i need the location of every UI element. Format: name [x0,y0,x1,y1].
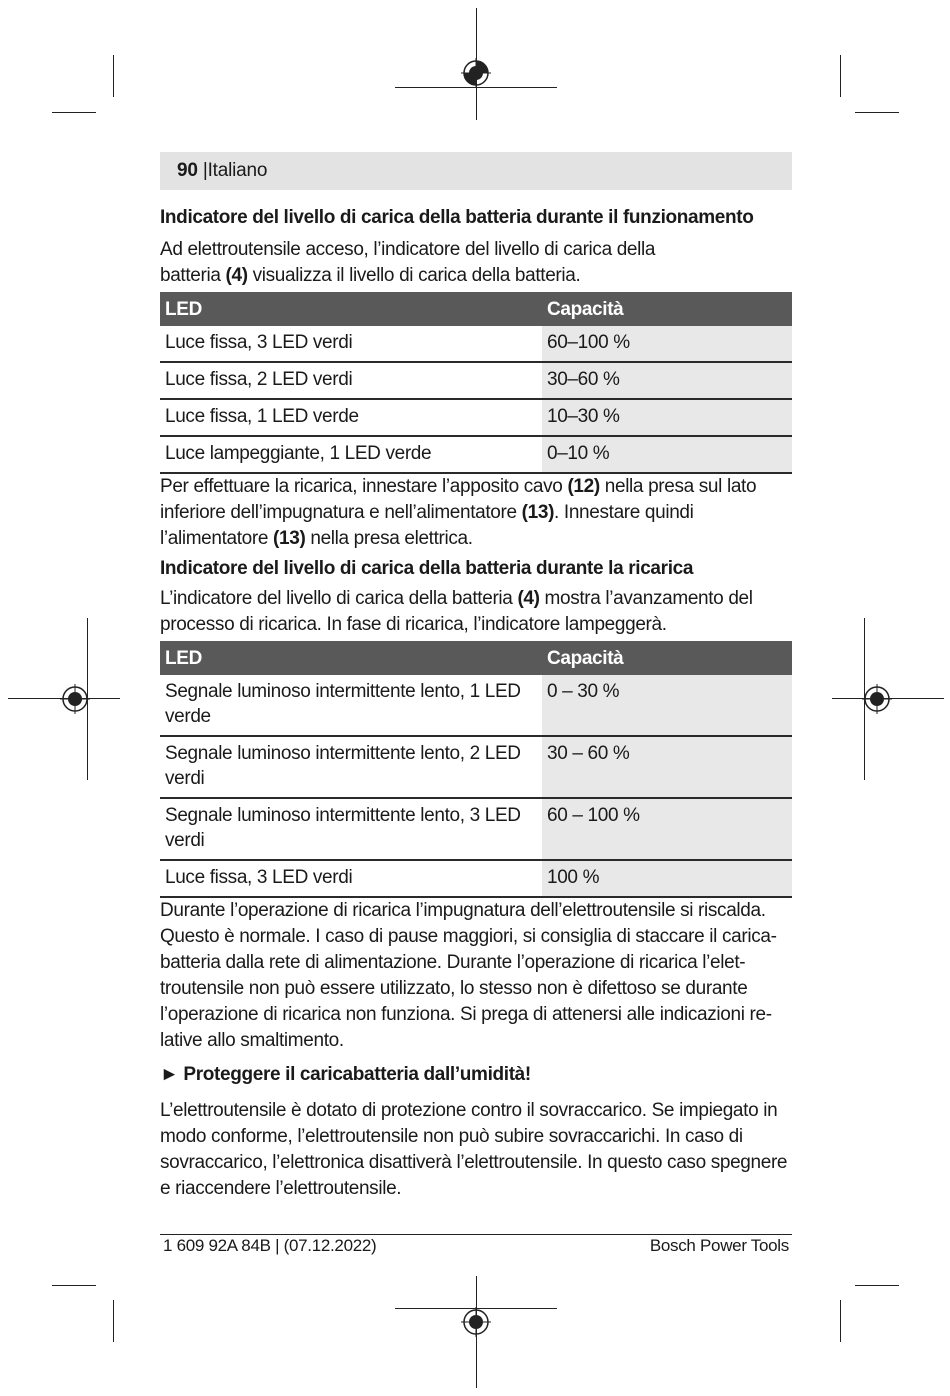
crop-mark-top-right-horizontal [855,112,899,113]
paragraph-indicator: L’indicatore del livello di carica della batteria (4) mostra l’avanzamento del processo di ricarica. In fase di ricarica, l’indicatore lampeggerà. [160,588,753,635]
table-cell: Luce fissa, 2 LED verdi [160,362,542,399]
arrow-icon: ► [160,1064,179,1085]
crop-mark-top-left-vertical [113,55,114,97]
paragraph-intro: Ad elettroutensile acceso, l’indicatore del livello di carica della batteria (4) visualizza il livello di carica della batteria. [160,239,656,286]
page-number: 90 [177,160,198,181]
table-row [160,860,792,897]
crop-mark-bottom-left-horizontal [52,1285,96,1286]
footer-divider [160,1234,792,1235]
crop-mark-top-right-vertical [840,55,841,97]
crop-mark-bottom-left-vertical [113,1300,114,1342]
table-cell: 0–10 % [542,436,792,473]
table-header-cell: LED [160,641,542,675]
table-cell: 30 – 60 % [542,736,792,798]
table-row [160,736,792,798]
table-cell: Segnale luminoso intermittente lento, 1 LED verde [160,675,542,736]
warning-text: Proteggere il caricabatteria dall’umidità! [183,1064,531,1085]
table-row [160,798,792,860]
table-cell: Luce lampeggiante, 1 LED verde [160,436,542,473]
section-heading: Indicatore del livello di carica della batteria durante il funzionamento [160,207,754,228]
crop-mark-bottom-right-horizontal [855,1285,899,1286]
crop-mark-bottom-right-vertical [840,1300,841,1342]
battery-level-table [160,292,792,474]
table-header-row [160,641,792,675]
table-row [160,675,792,736]
table-cell: Luce fissa, 3 LED verdi [160,860,542,897]
header-text [177,160,267,182]
table-cell: Luce fissa, 3 LED verdi [160,326,542,362]
registration-mark-icon [461,58,491,88]
paragraph-overload: L’elettroutensile è dotato di protezione contro il sovraccarico. Se impiegato in modo conforme, l’elettroutensile non può subire sovraccarichi. In caso di sovraccarico, l’elettronica disattiverà l’elettroutensile. In questo caso spegnere e riaccendere l’elettroutensile. [160,1100,788,1199]
table-row [160,362,792,399]
table-row [160,436,792,473]
table-cell: 0 – 30 % [542,675,792,736]
registration-mark-icon [461,1307,491,1337]
header-separator: | [202,160,208,181]
footer-brand: Bosch Power Tools [649,1236,789,1255]
table-row [160,326,792,362]
charging-level-table [160,641,792,898]
crop-mark-top-left-horizontal [52,112,96,113]
table-header-row [160,292,792,326]
table-row [160,399,792,436]
table-cell: 100 % [542,860,792,897]
footer-document-id: 1 609 92A 84B | (07.12.2022) [163,1236,377,1255]
table-cell: 30–60 % [542,362,792,399]
section-heading: Indicatore del livello di carica della batteria durante la ricarica [160,558,694,579]
header-language: Italiano [207,160,268,181]
table-cell: 60 – 100 % [542,798,792,860]
registration-mark-icon [862,684,892,714]
paragraph-charging: Per effettuare la ricarica, innestare l’apposito cavo (12) nella presa sul lato inferiore dell’impugnatura e nell’alimentatore (13). Innestare quindi l’alimentatore (13) nella presa elettrica. [160,476,757,549]
table-cell: Segnale luminoso intermittente lento, 2 LED verdi [160,736,542,798]
table-header-cell: Capacità [542,292,792,326]
table-header-cell: LED [160,292,542,326]
table-cell: Luce fissa, 1 LED verde [160,399,542,436]
registration-mark-icon [60,684,90,714]
table-header-cell: Capacità [542,641,792,675]
paragraph-heat: Durante l’operazione di ricarica l’impugnatura dell’elettroutensile si riscalda. Questo è normale. I caso di pause maggiori, si consiglia di staccare il caricabatteria dalla rete di alimentazione. Durante l’operazione di ricarica l’elettroutensile non può essere utilizzato, lo stesso non è difettoso se durante l’operazione di ricarica non funziona. Si prega di attenersi alle indicazioni relative allo smaltimento. [160,900,777,1051]
page-header [160,152,792,190]
table-cell: 10–30 % [542,399,792,436]
table-cell: Segnale luminoso intermittente lento, 3 LED verdi [160,798,542,860]
table-cell: 60–100 % [542,326,792,362]
main-content [160,205,792,1202]
warning-item [160,1062,792,1088]
